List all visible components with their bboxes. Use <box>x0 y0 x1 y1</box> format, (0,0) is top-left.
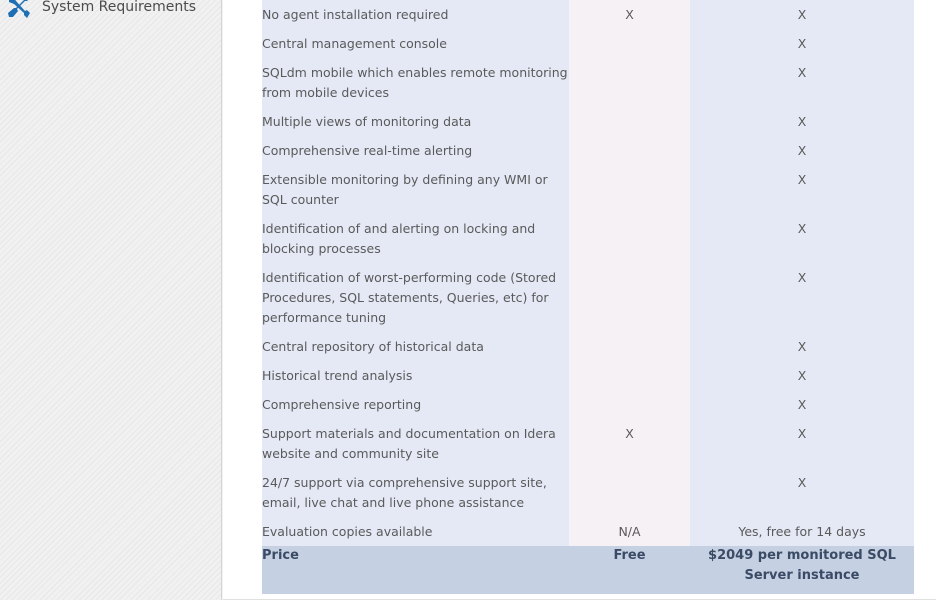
free-edition-cell <box>569 29 690 58</box>
feature-cell: Multiple views of monitoring data <box>262 107 569 136</box>
full-edition-cell: X <box>690 58 914 107</box>
sidebar-item-label: System Requirements <box>42 0 196 15</box>
table-row <box>262 58 914 107</box>
feature-cell: Comprehensive reporting <box>262 390 569 419</box>
wrench-screwdriver-icon <box>0 0 36 20</box>
table-row <box>262 263 914 332</box>
table-row <box>262 419 914 468</box>
full-edition-cell: X <box>690 419 914 468</box>
table-row <box>262 517 914 546</box>
feature-cell: No agent installation required <box>262 0 569 29</box>
free-edition-cell: X <box>569 0 690 29</box>
full-edition-cell: X <box>690 165 914 214</box>
sidebar-item-system-requirements[interactable] <box>0 0 221 20</box>
table-row <box>262 107 914 136</box>
free-edition-cell <box>569 165 690 214</box>
feature-cell: Support materials and documentation on Idera website and community site <box>262 419 569 468</box>
table-row <box>262 136 914 165</box>
free-edition-cell <box>569 214 690 263</box>
price-free: Free <box>569 546 690 594</box>
full-edition-cell: X <box>690 107 914 136</box>
free-edition-cell <box>569 58 690 107</box>
sidebar <box>0 0 222 600</box>
feature-cell: Evaluation copies available <box>262 517 569 546</box>
price-label: Price <box>262 546 569 594</box>
full-edition-cell: X <box>690 390 914 419</box>
table-row <box>262 468 914 517</box>
feature-cell: 24/7 support via comprehensive support site, email, live chat and live phone assistance <box>262 468 569 517</box>
free-edition-cell: X <box>569 419 690 468</box>
main-content <box>223 0 936 600</box>
table-row <box>262 332 914 361</box>
feature-cell: SQLdm mobile which enables remote monitoring from mobile devices <box>262 58 569 107</box>
full-edition-cell: X <box>690 136 914 165</box>
feature-cell: Historical trend analysis <box>262 361 569 390</box>
free-edition-cell <box>569 361 690 390</box>
feature-cell: Identification of worst-performing code (Stored Procedures, SQL statements, Queries, etc) for performance tuning <box>262 263 569 332</box>
full-edition-cell: X <box>690 263 914 332</box>
table-row <box>262 0 914 29</box>
feature-cell: Identification of and alerting on locking and blocking processes <box>262 214 569 263</box>
feature-cell: Extensible monitoring by defining any WMI or SQL counter <box>262 165 569 214</box>
full-edition-cell: X <box>690 29 914 58</box>
feature-cell: Central management console <box>262 29 569 58</box>
feature-cell: Comprehensive real-time alerting <box>262 136 569 165</box>
free-edition-cell <box>569 136 690 165</box>
table-row <box>262 361 914 390</box>
full-edition-cell: X <box>690 361 914 390</box>
table-row <box>262 390 914 419</box>
free-edition-cell <box>569 107 690 136</box>
free-edition-cell: N/A <box>569 517 690 546</box>
free-edition-cell <box>569 468 690 517</box>
table-row <box>262 29 914 58</box>
feature-cell: Central repository of historical data <box>262 332 569 361</box>
feature-comparison-table <box>262 0 914 594</box>
full-edition-cell: X <box>690 468 914 517</box>
free-edition-cell <box>569 263 690 332</box>
full-edition-cell: Yes, free for 14 days <box>690 517 914 546</box>
price-full: $2049 per monitored SQL Server instance <box>690 546 914 594</box>
price-row <box>262 546 914 594</box>
table-row <box>262 165 914 214</box>
full-edition-cell: X <box>690 214 914 263</box>
table-row <box>262 214 914 263</box>
full-edition-cell: X <box>690 332 914 361</box>
free-edition-cell <box>569 332 690 361</box>
free-edition-cell <box>569 390 690 419</box>
full-edition-cell: X <box>690 0 914 29</box>
